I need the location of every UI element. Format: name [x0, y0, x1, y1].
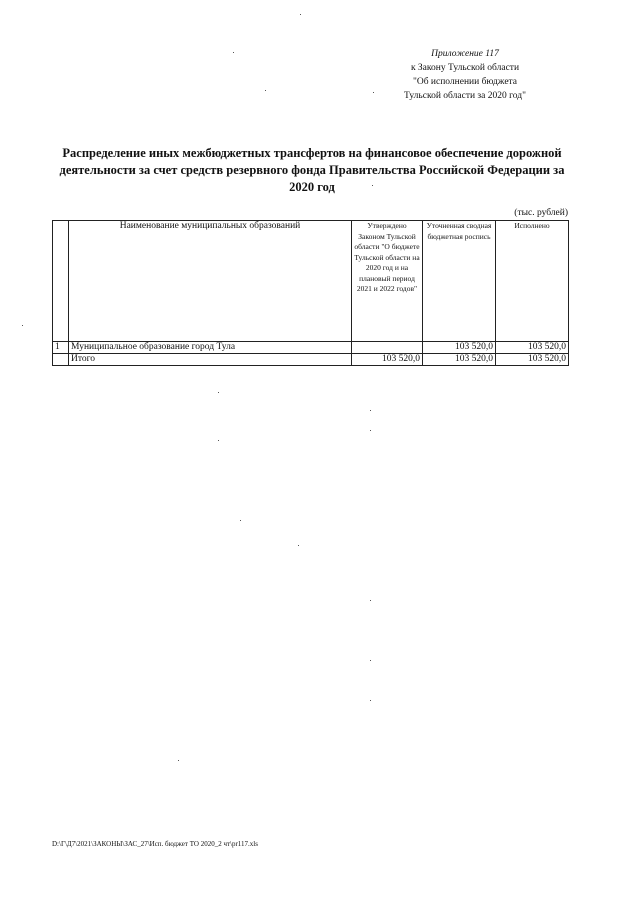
scan-speck	[233, 52, 234, 53]
scan-speck	[370, 410, 371, 411]
scan-speck	[218, 440, 219, 441]
total-revised: 103 520,0	[423, 354, 496, 366]
total-name: Итого	[69, 354, 352, 366]
scan-speck	[373, 92, 374, 93]
scan-speck	[265, 90, 266, 91]
scan-speck	[218, 392, 219, 393]
scan-speck	[240, 520, 241, 521]
scan-speck	[370, 700, 371, 701]
annex-law-title-cont: Тульской области за 2020 год"	[404, 91, 526, 101]
file-path-footer: D:\Г\Д7\2021\ЗАКОНЫ\ЗАС_27\Исп. бюджет ТО 2020_2 чт\pr117.xls	[52, 840, 258, 848]
scan-speck	[300, 14, 301, 15]
annex-law-title: "Об исполнении бюджета	[412, 77, 518, 87]
scan-speck	[370, 660, 371, 661]
header-executed: Исполнено	[496, 221, 569, 342]
annex-number: Приложение 117	[431, 49, 499, 59]
scan-speck	[370, 430, 371, 431]
table-total-row	[53, 354, 569, 366]
row-number: 1	[53, 342, 69, 354]
title-line-3: 2020 год	[289, 180, 335, 194]
header-approved: Утверждено Законом Тульской области "О бюджете Тульской области на 2020 год и на плановый период 2021 и 2022 годов"	[352, 221, 423, 342]
row-approved	[352, 342, 423, 354]
units-label: (тыс. рублей)	[514, 208, 568, 218]
document-title	[52, 145, 572, 196]
header-name: Наименование муниципальных образований	[69, 221, 352, 342]
total-number	[53, 354, 69, 366]
header-revised: Уточненная сводная бюджетная роспись	[423, 221, 496, 342]
total-approved: 103 520,0	[352, 354, 423, 366]
annex-law: к Закону Тульской области	[410, 63, 520, 73]
title-line-1: Распределение иных межбюджетных трансфертов на финансовое обеспечение дорожной	[62, 146, 562, 160]
scan-speck	[372, 185, 373, 186]
title-line-2: деятельности за счет средств резервного фонда Правительства Российской Федерации за	[59, 163, 565, 177]
table-header-row	[53, 221, 569, 342]
scan-speck	[178, 760, 179, 761]
scan-speck	[370, 600, 371, 601]
header-number	[53, 221, 69, 342]
row-name: Муниципальное образование город Тула	[69, 342, 352, 354]
scan-speck	[298, 545, 299, 546]
table-row	[53, 342, 569, 354]
scan-speck	[22, 325, 23, 326]
annex-reference	[380, 47, 550, 103]
transfers-table	[52, 220, 569, 366]
row-executed: 103 520,0	[496, 342, 569, 354]
row-revised: 103 520,0	[423, 342, 496, 354]
total-executed: 103 520,0	[496, 354, 569, 366]
